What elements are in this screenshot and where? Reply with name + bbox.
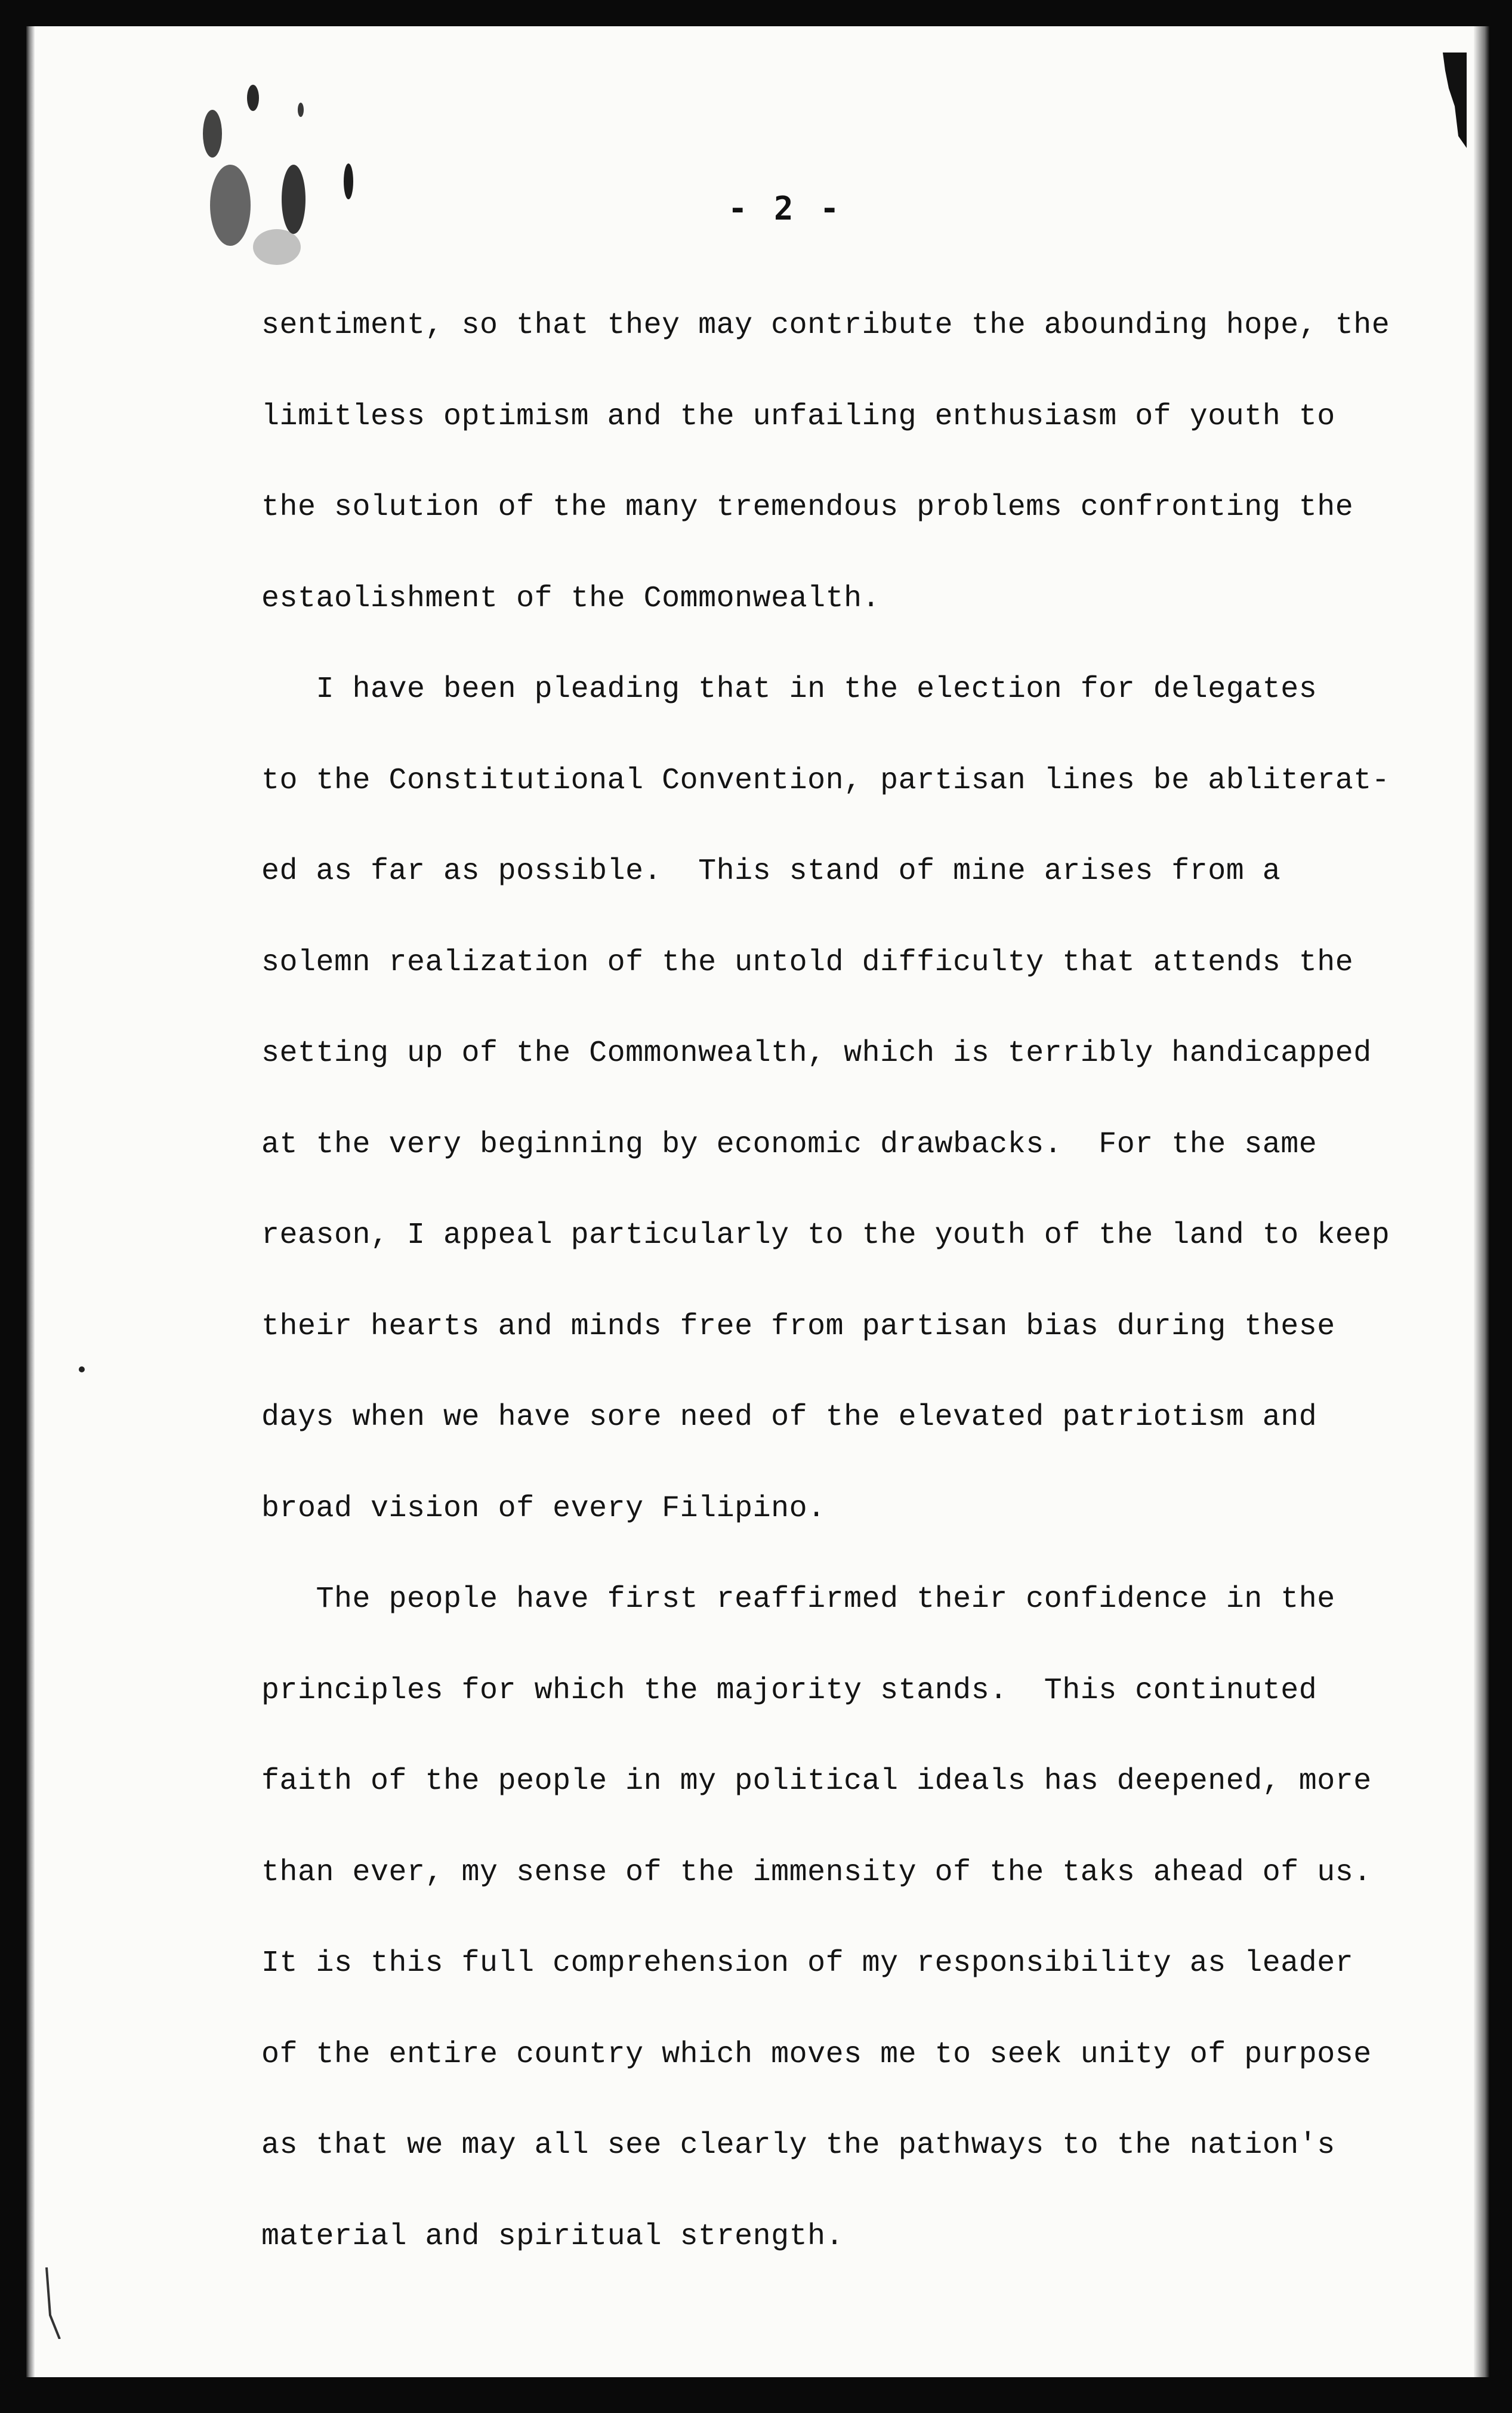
text-line: principles for which the majority stands. This continuted xyxy=(261,1673,1317,1708)
text-line: solemn realization of the untold difficulty that attends the xyxy=(261,945,1354,980)
text-line: material and spiritual strength. xyxy=(261,2219,844,2254)
text-line: as that we may all see clearly the pathways to the nation's xyxy=(261,2128,1335,2162)
text-line: at the very beginning by economic drawbacks. For the same xyxy=(261,1127,1317,1162)
text-line: The people have first reaffirmed their confidence in the xyxy=(261,1582,1335,1616)
text-line: the solution of the many tremendous problems confronting the xyxy=(261,490,1354,524)
text-line: broad vision of every Filipino. xyxy=(261,1491,826,1526)
corner-tear-icon xyxy=(1419,53,1467,148)
text-line: It is this full comprehension of my responsibility as leader xyxy=(261,1946,1354,1980)
text-line: days when we have sore need of the elevated patriotism and xyxy=(261,1400,1317,1434)
fingerprint-smudge-icon xyxy=(175,68,402,295)
text-line: to the Constitutional Convention, partisan lines be abliterat- xyxy=(261,763,1390,798)
text-line: faith of the people in my political ideals has deepened, more xyxy=(261,1764,1372,1798)
text-line: sentiment, so that they may contribute the abounding hope, the xyxy=(261,308,1390,342)
text-line: reason, I appeal particularly to the youth of the land to keep xyxy=(261,1218,1390,1252)
margin-mark-icon xyxy=(42,2267,66,2339)
text-line: estaolishment of the Commonwealth. xyxy=(261,581,881,616)
text-line: their hearts and minds free from partisan bias during these xyxy=(261,1309,1335,1344)
paper-edge-right xyxy=(1474,26,1489,2377)
text-line: limitless optimism and the unfailing enthusiasm of youth to xyxy=(261,399,1335,434)
text-line: than ever, my sense of the immensity of the taks ahead of us. xyxy=(261,1855,1372,1890)
paper-edge-left xyxy=(26,26,35,2377)
body-text xyxy=(261,280,1395,2282)
stray-ink-dot xyxy=(79,1366,85,1372)
text-line: ed as far as possible. This stand of mine arises from a xyxy=(261,854,1281,888)
text-line: I have been pleading that in the election for delegates xyxy=(261,672,1317,706)
text-line: setting up of the Commonwealth, which is terribly handicapped xyxy=(261,1036,1372,1070)
text-line: of the entire country which moves me to seek unity of purpose xyxy=(261,2037,1372,2072)
page-number: - 2 - xyxy=(728,190,843,227)
